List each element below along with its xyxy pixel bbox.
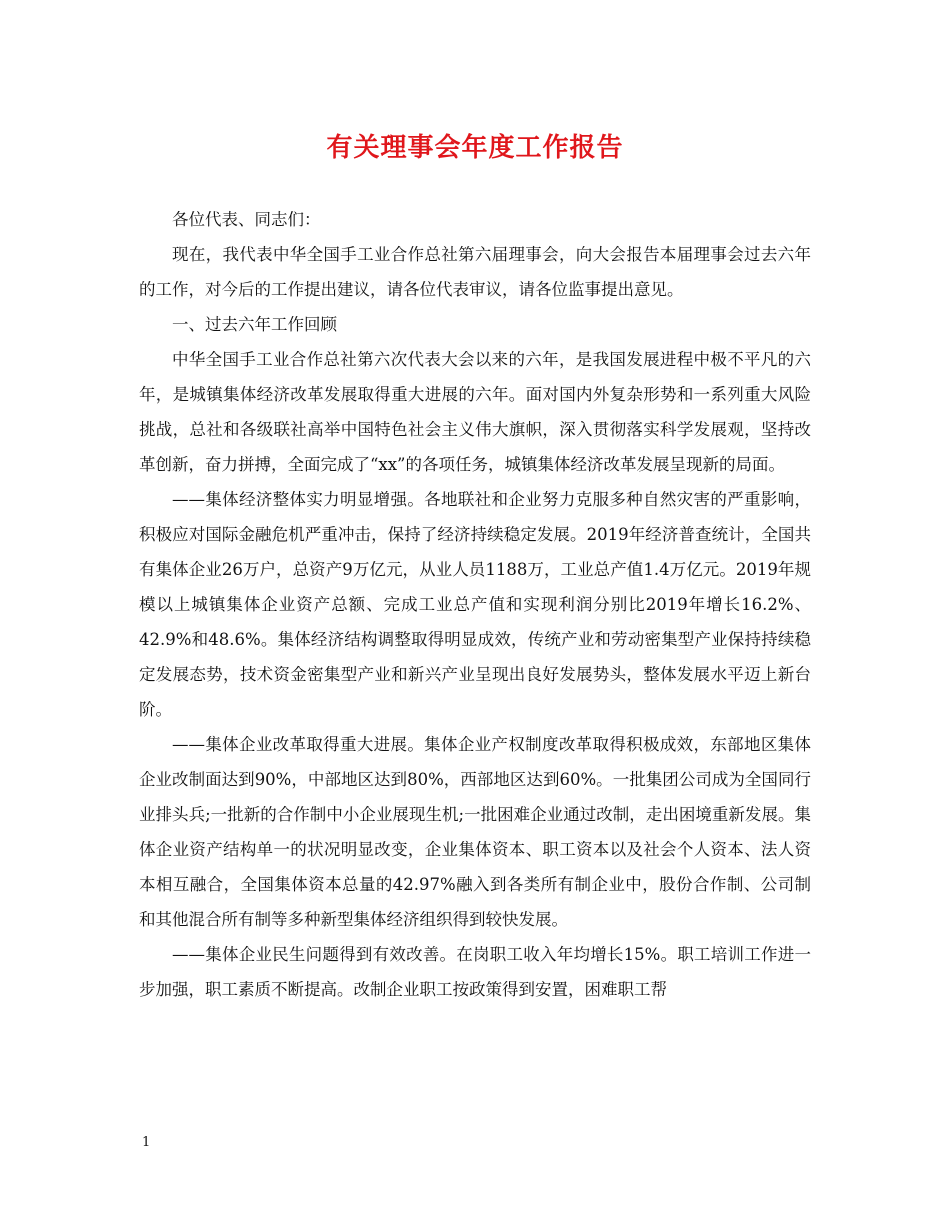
page-number: 1 — [142, 1135, 151, 1150]
salutation-paragraph: 各位代表、同志们： — [172, 210, 321, 229]
document-title: 有关理事会年度工作报告 — [326, 133, 624, 163]
body-paragraph: ——集体企业改革取得重大进展。集体企业产权制度改革取得积极成效，东部地区集体企业改制面达到90%，中部地区达到80%，西部地区达到60%。一批集团公司成为全国同行业排头兵;一批新的合作制中小企业展现生机;一批困难企业通过改制，走出困境重新发展。集体企业资产结构单一的状况明显改变，企业集体资本、职工资本以及社会个人资本、法人资本相互融合，全国集体资本总量的42.97%融入到各类所有制企业中，股份合作制、公司制和其他混合所有制等多种新型集体经济组织得到较快发展。 — [139, 735, 811, 929]
section-heading: 一、过去六年工作回顾 — [172, 315, 337, 334]
body-paragraph: ——集体经济整体实力明显增强。各地联社和企业努力克服多种自然灾害的严重影响，积极应对国际金融危机严重冲击，保持了经济持续稳定发展。2019年经济普查统计，全国共有集体企业26万户，总资产9万亿元，从业人员1188万，工业总产值1.4万亿元。2019年规模以上城镇集体企业资产总额、完成工业总产值和实现利润分别比2019年增长16.2%、42.9%和48.6%。集体经济结构调整取得明显成效，传统产业和劳动密集型产业保持持续稳定发展态势，技术资金密集型产业和新兴产业呈现出良好发展势头，整体发展水平迈上新台阶。 — [139, 490, 811, 719]
intro-paragraph: 现在，我代表中华全国手工业合作总社第六届理事会，向大会报告本届理事会过去六年的工作，对今后的工作提出建议，请各位代表审议，请各位监事提出意见。 — [139, 245, 811, 299]
body-paragraph: ——集体企业民生问题得到有效改善。在岗职工收入年均增长15%。职工培训工作进一步加强，职工素质不断提高。改制企业职工按政策得到安置，困难职工帮 — [139, 945, 811, 999]
document-body — [139, 202, 811, 1007]
body-paragraph: 中华全国手工业合作总社第六次代表大会以来的六年，是我国发展进程中极不平凡的六年，是城镇集体经济改革发展取得重大进展的六年。面对国内外复杂形势和一系列重大风险挑战，总社和各级联社高举中国特色社会主义伟大旗帜，深入贯彻落实科学发展观，坚持改革创新，奋力拼搏，全面完成了“xx”的各项任务，城镇集体经济改革发展呈现新的局面。 — [139, 350, 811, 474]
